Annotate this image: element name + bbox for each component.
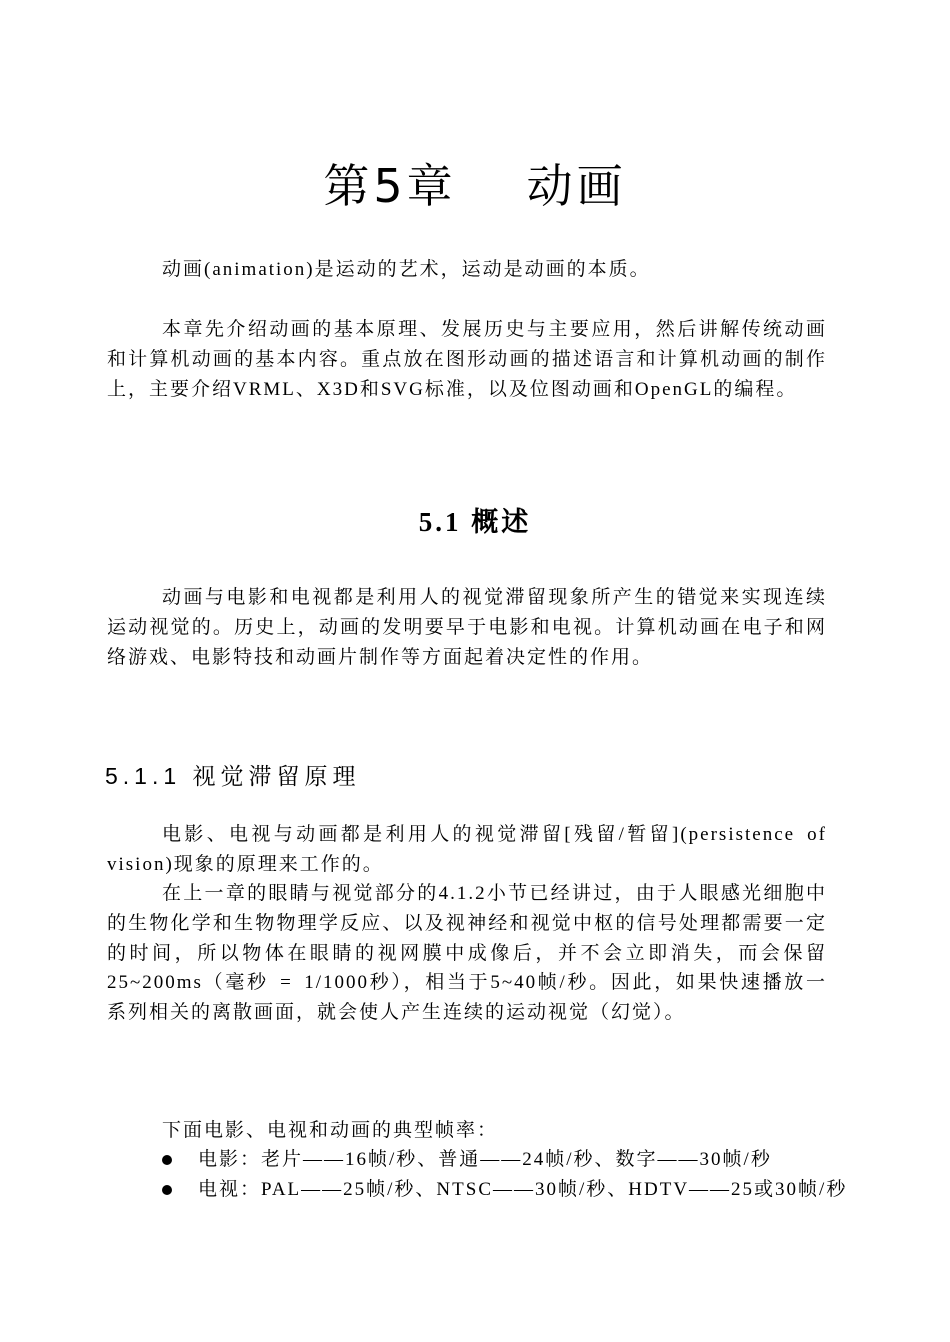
subsection-paragraph-3: 下面电影、电视和动画的典型帧率：: [162, 1120, 499, 1141]
chapter-title: [0, 150, 950, 216]
bullet-icon: [162, 1185, 172, 1195]
chapter-number: 第5章: [323, 159, 457, 213]
bullet-icon: [162, 1155, 172, 1165]
list-item-text: 电影：老片——16帧/秒、普通——24帧/秒、数字——30帧/秒: [198, 1149, 772, 1170]
intro-paragraph-1: 动画(animation)是运动的艺术，运动是动画的本质。: [162, 259, 651, 280]
list-item: [160, 1145, 848, 1175]
subsection-title: 5.1.1 视觉滞留原理: [105, 763, 361, 789]
list-item: [160, 1175, 848, 1205]
subsection-paragraph-2: 在上一章的眼睛与视觉部分的4.1.2小节已经讲过，由于人眼感光细胞中的生物化学和生物物理学反应、以及视神经和视觉中枢的信号处理都需要一定的时间，所以物体在眼睛的视网膜中成像后，并不会立即消失，而会保留25~200ms（毫秒 = 1/1000秒），相当于5~40帧/秒。因此，如果快速播放一系列相关的离散画面，就会使人产生连续的运动视觉（幻觉）。: [107, 883, 827, 1024]
section-title: 5.1 概述: [418, 507, 532, 537]
frame-rate-list: [160, 1145, 848, 1205]
chapter-name: 动画: [526, 159, 627, 213]
subsection-paragraph-1: 电影、电视与动画都是利用人的视觉滞留[残留/暂留](persistence of vision)现象的原理来工作的。: [107, 824, 827, 875]
section-paragraph: 动画与电影和电视都是利用人的视觉滞留现象所产生的错觉来实现连续运动视觉的。历史上，动画的发明要早于电影和电视。计算机动画在电子和网络游戏、电影特技和动画片制作等方面起着决定性的作用。: [107, 587, 827, 668]
intro-paragraph-2: 本章先介绍动画的基本原理、发展历史与主要应用，然后讲解传统动画和计算机动画的基本内容。重点放在图形动画的描述语言和计算机动画的制作上，主要介绍VRML、X3D和SVG标准，以及位图动画和OpenGL的编程。: [107, 319, 827, 400]
list-item-text: 电视：PAL——25帧/秒、NTSC——30帧/秒、HDTV——25或30帧/秒: [198, 1178, 848, 1200]
